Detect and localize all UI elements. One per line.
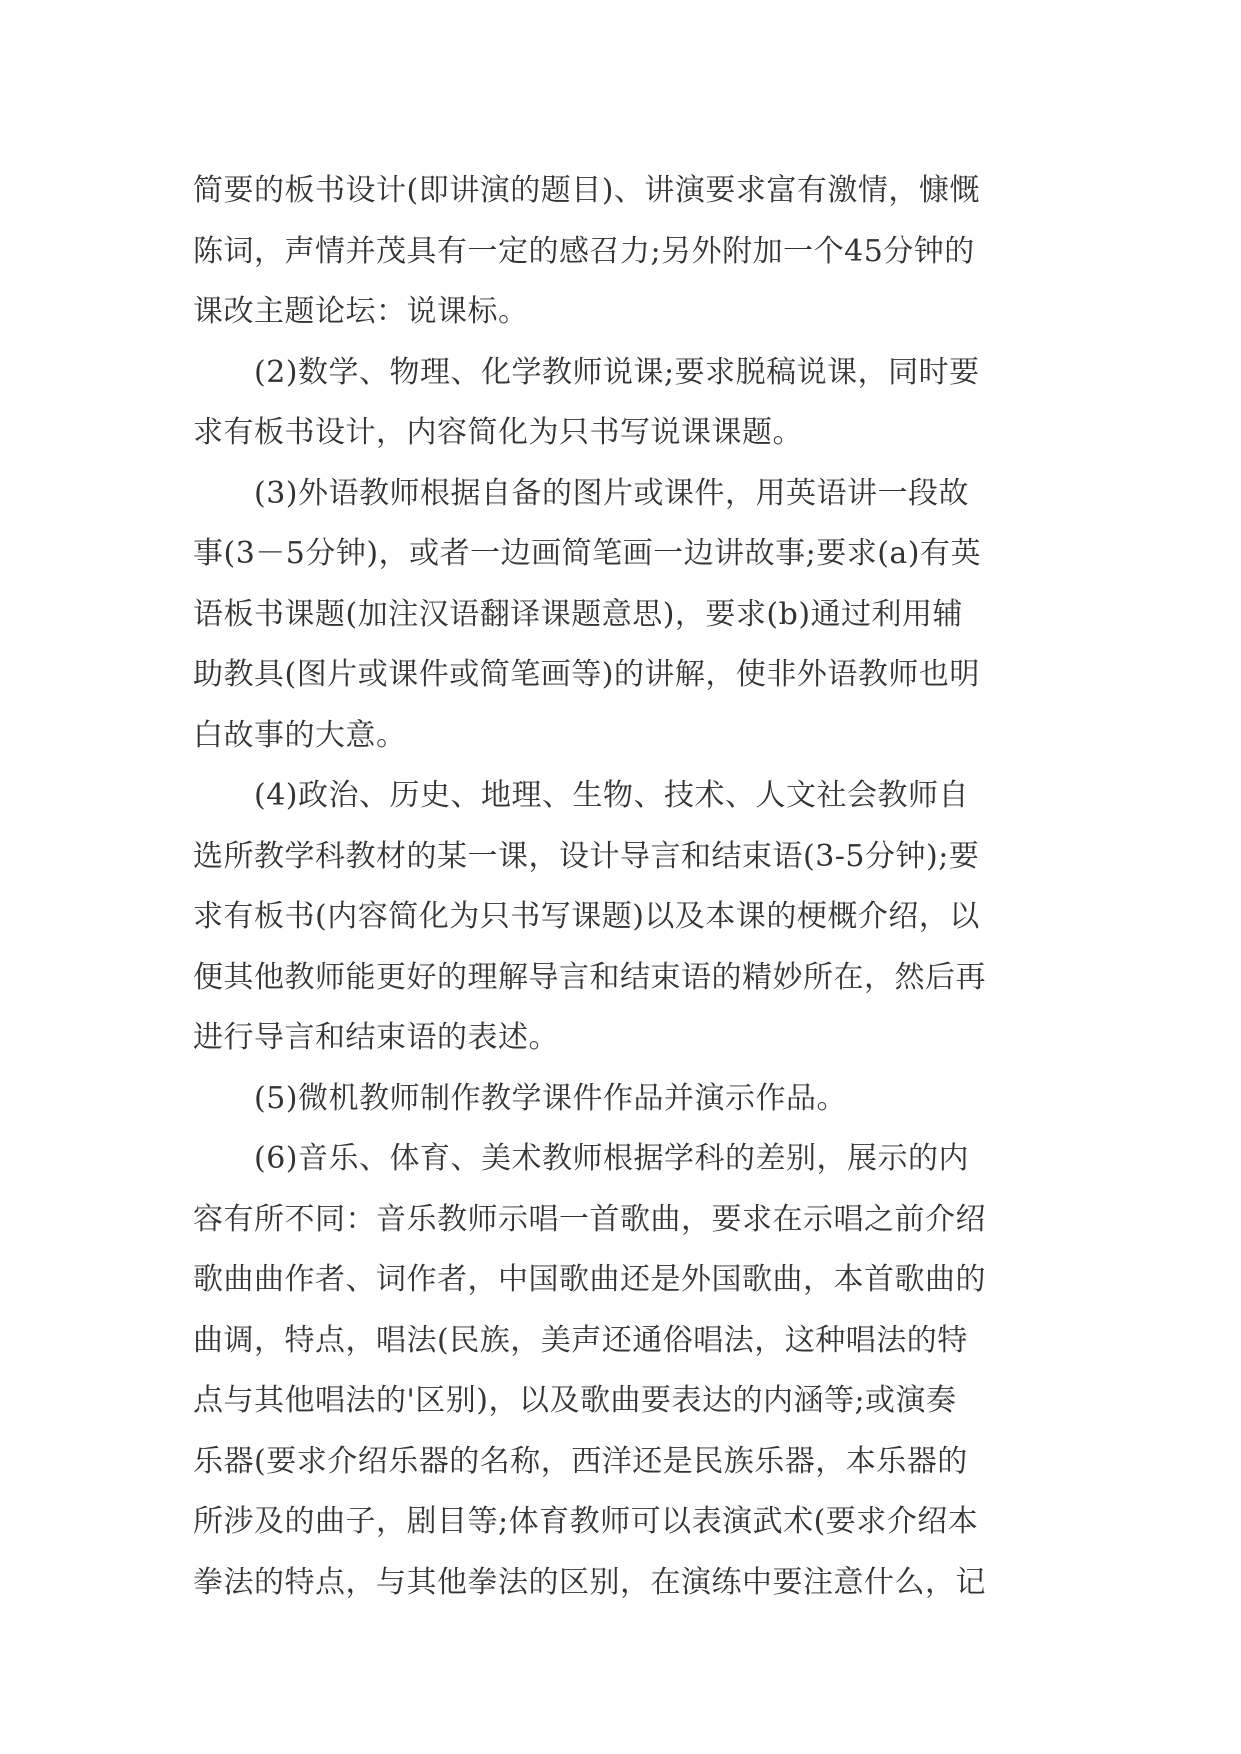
text-line: 容有所不同：音乐教师示唱一首歌曲，要求在示唱之前介绍 [193, 1201, 986, 1237]
text-line: 事(3－5分钟)，或者一边画简笔画一边讲故事;要求(a)有英 [193, 536, 981, 571]
text-line: 语板书课题(加注汉语翻译课题意思)，要求(b)通过利用辅 [193, 596, 964, 632]
text-line: 所涉及的曲子，剧目等;体育教师可以表演武术(要求介绍本 [193, 1504, 979, 1539]
text-line: 进行导言和结束语的表述。 [193, 1020, 559, 1055]
text-line: (6)音乐、体育、美术教师根据学科的差别，展示的内 [254, 1141, 969, 1176]
text-line: 选所教学科教材的某一课，设计导言和结束语(3-5分钟);要 [193, 838, 980, 874]
document-body [193, 161, 1053, 1613]
text-line: 点与其他唱法的'区别)，以及歌曲要表达的内涵等;或演奏 [193, 1383, 957, 1418]
paragraph-item-3 [193, 464, 1053, 767]
text-line: 求有板书设计，内容简化为只书写说课课题。 [193, 415, 803, 450]
text-line: 课改主题论坛：说课标。 [193, 294, 529, 329]
paragraph-item-4 [193, 766, 1053, 1069]
text-line: 陈词，声情并茂具有一定的感召力;另外附加一个45分钟的 [193, 233, 975, 269]
paragraph-board-design [193, 161, 1053, 343]
text-line: 歌曲曲作者、词作者，中国歌曲还是外国歌曲，本首歌曲的 [193, 1262, 986, 1297]
paragraph-item-2 [193, 343, 1053, 464]
text-line: (4)政治、历史、地理、生物、技术、人文社会教师自 [254, 778, 969, 813]
text-line: 曲调，特点，唱法(民族，美声还通俗唱法，这种唱法的特 [193, 1322, 968, 1358]
text-line: 求有板书(内容简化为只书写课题)以及本课的梗概介绍，以 [193, 899, 980, 934]
text-line: 乐器(要求介绍乐器的名称，西洋还是民族乐器，本乐器的 [193, 1443, 968, 1479]
paragraph-item-6 [193, 1129, 1053, 1613]
text-line: 助教具(图片或课件或简笔画等)的讲解，使非外语教师也明 [193, 657, 980, 692]
paragraph-item-5 [193, 1069, 1053, 1130]
text-line: 便其他教师能更好的理解导言和结束语的精妙所在，然后再 [193, 959, 986, 995]
text-line: (5)微机教师制作教学课件作品并演示作品。 [254, 1080, 847, 1116]
text-line: 白故事的大意。 [193, 717, 407, 753]
text-line: 拳法的特点，与其他拳法的区别，在演练中要注意什么，记 [193, 1564, 986, 1600]
text-line: (3)外语教师根据自备的图片或课件，用英语讲一段故 [254, 475, 969, 511]
text-line: 简要的板书设计(即讲演的题目)、讲演要求富有激情，慷慨 [193, 173, 980, 208]
text-line: (2)数学、物理、化学教师说课;要求脱稿说课，同时要 [254, 354, 980, 390]
